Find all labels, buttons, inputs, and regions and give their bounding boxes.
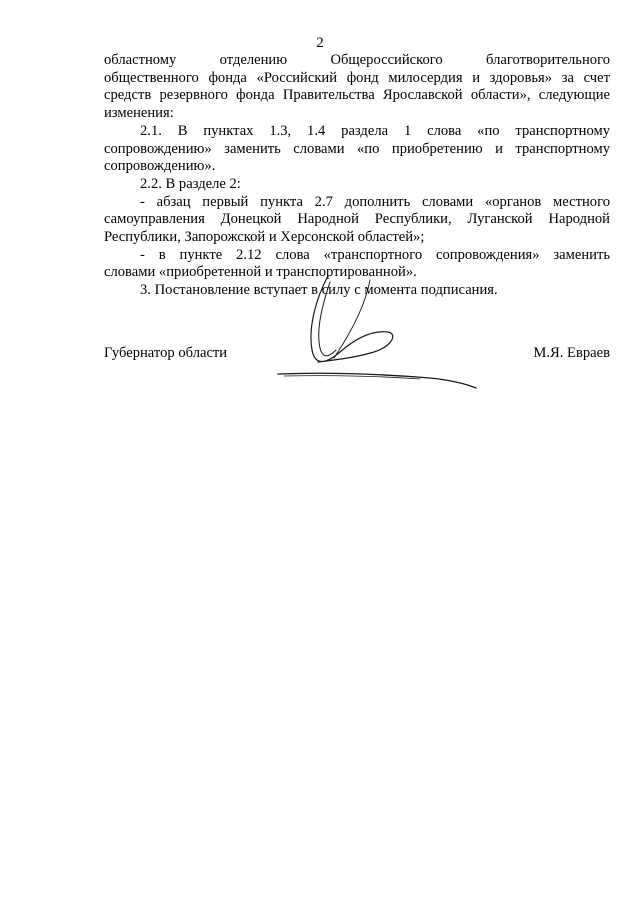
signatory-title: Губернатор области <box>104 345 228 361</box>
paragraph-6-line-1: 3. Постановление вступает в силу с момента подписания. <box>140 282 498 299</box>
paragraph-5-line-1: - в пункте 2.12 слова «транспортного сопровождения» заменить <box>140 246 610 263</box>
paragraph-4-line-1: - абзац первый пункта 2.7 дополнить словами «органов местного <box>140 193 610 210</box>
signature-tail-stroke <box>334 280 370 358</box>
paragraph-2-line-1: 2.1. В пунктах 1.3, 1.4 раздела 1 слова «по транспортному <box>140 122 610 139</box>
paragraph-1-line-3: средств резервного фонда Правительства Ярославской области», следующие <box>104 87 610 104</box>
paragraph-2-line-2: сопровождению» заменить словами «по приобретению и транспортному <box>104 140 610 157</box>
paragraph-3-line-1: 2.2. В разделе 2: <box>140 175 241 192</box>
paragraph-5-line-2: словами «приобретенной и транспортированной». <box>104 264 417 281</box>
paragraph-2-line-3: сопровождению». <box>104 158 216 175</box>
paragraph-4-line-2: самоуправления Донецкой Народной Республики, Луганской Народной <box>104 211 610 228</box>
signature-inner-stroke <box>319 282 336 356</box>
paragraph-1-line-4: изменения: <box>104 105 174 122</box>
document-body <box>104 52 610 300</box>
signature-main-loop <box>311 276 393 362</box>
paragraph-1-line-2: общественного фонда «Российский фонд милосердия и здоровья» за счет <box>104 69 610 86</box>
page-number: 2 <box>316 35 324 51</box>
paragraph-1-line-1: областному отделению Общероссийского благотворительного <box>104 52 610 68</box>
paragraph-4-line-3: Республики, Запорожской и Херсонской областей»; <box>104 229 425 246</box>
handwritten-signature <box>270 268 485 398</box>
signatory-name: М.Я. Евраев <box>533 345 610 361</box>
